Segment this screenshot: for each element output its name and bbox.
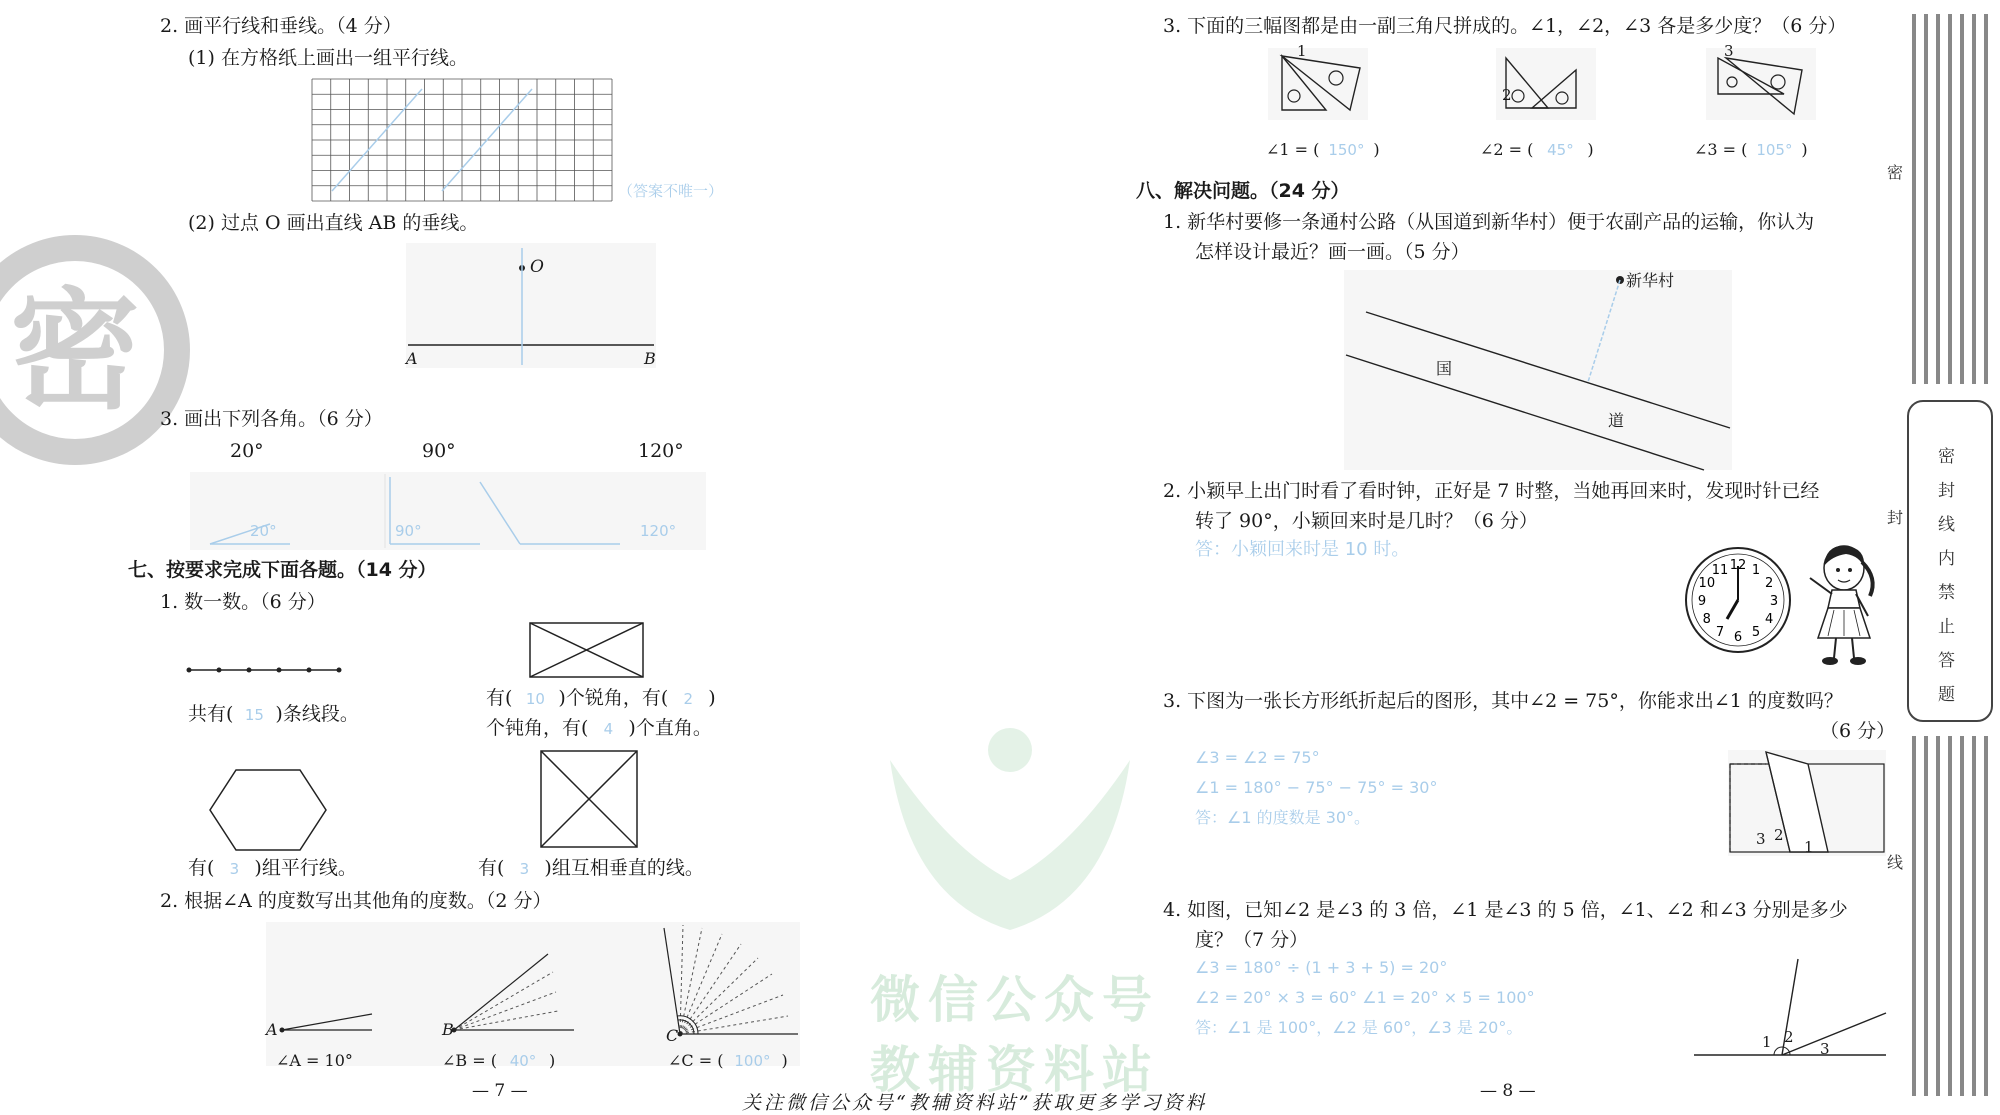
obtuse-answer: 2 <box>683 690 694 708</box>
clock-number: 2 <box>1765 576 1774 591</box>
p3-line1: 3. 下图为一张长方形纸折起后的图形，其中∠2 = 75°，你能求出∠1 的度数吗？ <box>1163 690 1843 712</box>
watermark-logo <box>870 720 1150 950</box>
panel-char-4: 内 <box>1938 549 1955 569</box>
tri-1-answer: 150° <box>1328 141 1365 159</box>
clock-number: 6 <box>1733 630 1743 645</box>
angle-c-label: C <box>666 1026 679 1045</box>
binding-lines-bottom <box>1910 736 1990 1096</box>
page-number-right: — 8 — <box>1480 1081 1536 1101</box>
section-8-title: 八、解决问题。（24 分） <box>1136 180 1350 202</box>
segment-answer: 15 <box>244 706 264 724</box>
tri-1-label: 1 <box>1297 42 1307 60</box>
footer-notice: 关注微信公众号“教辅资料站”获取更多学习资料 <box>742 1092 1208 1114</box>
p1-line1: 1. 新华村要修一条通村公路（从国道到新华村）便于农副产品的运输，你认为 <box>1163 211 1815 233</box>
binding-mark-1: 密 <box>1887 163 1904 182</box>
angle-120-answer: 120° <box>640 522 677 540</box>
point-a-label: A <box>406 349 418 368</box>
clock-number: 4 <box>1765 612 1774 627</box>
angles-abc-figure <box>266 922 800 1066</box>
square-question: 有( 3 )组互相垂直的线。 <box>478 855 704 882</box>
right-angle-answer: 4 <box>603 720 614 738</box>
clock-number: 5 <box>1751 625 1761 641</box>
tri-2-question: ∠2 = ( 45° ) <box>1480 137 1594 163</box>
angle-c-answer: 100° <box>734 1052 771 1070</box>
binding-mark-3: 线 <box>1887 853 1904 872</box>
hexagon-question: 有( 3 )组平行线。 <box>188 855 357 882</box>
page-number-left: — 7 — <box>472 1081 528 1101</box>
angle-label-90: 90° <box>422 440 456 462</box>
tri-3-question: ∠3 = ( 105° ) <box>1694 137 1808 163</box>
angle-b-label: B <box>442 1020 454 1039</box>
clock-number: 7 <box>1715 625 1725 641</box>
p3-line2: （6 分） <box>1820 720 1896 742</box>
square-diagonals-figure <box>540 750 638 848</box>
p4-line1: 4. 如图，已知∠2 是∠3 的 3 倍，∠1 是∠3 的 5 倍，∠1、∠2 和∠3 分别是多少 <box>1163 899 1848 921</box>
tri-3-label: 3 <box>1724 42 1734 60</box>
fold-label-2: 2 <box>1774 826 1784 844</box>
p3-answer-1: ∠3 = ∠2 = 75° <box>1195 748 1320 767</box>
clock-number: 10 <box>1698 576 1716 591</box>
rectangle-diagonals-figure <box>529 622 644 678</box>
panel-char-2: 封 <box>1938 481 1955 501</box>
angle-90-answer: 90° <box>395 522 422 540</box>
clock-number: 12 <box>1729 558 1747 573</box>
clock-number: 9 <box>1697 594 1707 609</box>
p4-answer-3: 答：∠1 是 100°，∠2 是 60°，∠3 是 20°。 <box>1195 1018 1523 1037</box>
acute-answer: 10 <box>525 690 545 708</box>
s7-q1-title: 1. 数一数。（6 分） <box>160 591 326 613</box>
q2-1-text: (1) 在方格纸上画出一组平行线。 <box>188 47 468 69</box>
p4-label-1: 1 <box>1762 1033 1772 1051</box>
segment-question: 共有( 15 )条线段。 <box>188 701 359 728</box>
secret-stamp: 密 <box>0 235 190 465</box>
p2-line1: 2. 小颖早上出门时看了看时钟，正好是 7 时整，当她再回来时，发现时针已经 <box>1163 480 1820 502</box>
grid-answer-note: （答案不唯一） <box>618 182 724 200</box>
square-answer: 3 <box>519 860 530 878</box>
p4-label-2: 2 <box>1784 1028 1794 1046</box>
hexagon-figure <box>208 768 328 852</box>
angle-b-answer: 40° <box>509 1052 537 1070</box>
clock-number: 3 <box>1769 594 1779 609</box>
triangle-set-1 <box>1268 48 1368 120</box>
tri-2-label: 2 <box>1502 86 1512 104</box>
p4-answer-2: ∠2 = 20° × 3 = 60° ∠1 = 20° × 5 = 100° <box>1195 988 1535 1007</box>
point-o-label: O <box>530 257 544 277</box>
tri-3-answer: 105° <box>1756 141 1793 159</box>
p4-answer-1: ∠3 = 180° ÷ (1 + 3 + 5) = 20° <box>1195 958 1448 977</box>
grid-paper <box>312 79 612 201</box>
clock-icon <box>1684 546 1792 654</box>
r-q3-title: 3. 下面的三幅图都是由一副三角尺拼成的。∠1，∠2，∠3 各是多少度？（6 分） <box>1163 15 1847 37</box>
road-map-figure <box>1344 270 1732 470</box>
p3-answer-3: 答：∠1 的度数是 30°。 <box>1195 808 1371 827</box>
rect-question-line1: 有( 10 )个锐角，有( 2 ) <box>486 685 716 712</box>
p2-line2: 转了 90°，小颖回来时是几时？（6 分） <box>1195 510 1538 532</box>
clock-number: 11 <box>1711 562 1729 578</box>
watermark-line2: 教辅资料站 <box>870 1041 1160 1099</box>
binding-mark-2: 封 <box>1887 508 1904 527</box>
fold-label-3: 3 <box>1756 830 1766 848</box>
panel-char-8: 题 <box>1938 685 1955 705</box>
village-label: 新华村 <box>1626 271 1675 290</box>
panel-char-6: 止 <box>1938 617 1955 637</box>
point-b-label: B <box>644 349 656 368</box>
p3-answer-2: ∠1 = 180° − 75° − 75° = 30° <box>1195 778 1438 797</box>
road-label-2: 道 <box>1608 411 1625 430</box>
angle-a-value: ∠A = 10° <box>276 1051 353 1070</box>
p4-label-3: 3 <box>1820 1040 1830 1058</box>
tri-1-question: ∠1 = ( 150° ) <box>1266 137 1380 163</box>
q2-2-text: (2) 过点 O 画出直线 AB 的垂线。 <box>188 212 479 234</box>
triangle-set-3 <box>1706 48 1816 120</box>
watermark-line1: 微信公众号 <box>870 971 1160 1029</box>
p1-line2: 怎样设计最近？画一画。（5 分） <box>1195 241 1470 263</box>
q3-title: 3. 画出下列各角。（6 分） <box>160 408 383 430</box>
panel-char-3: 线 <box>1938 515 1955 535</box>
angle-label-120: 120° <box>638 440 684 462</box>
section-7-title: 七、按要求完成下面各题。（14 分） <box>128 559 437 581</box>
binding-lines-top <box>1910 14 1990 384</box>
panel-char-1: 密 <box>1938 447 1955 467</box>
tri-2-answer: 45° <box>1547 141 1574 159</box>
angle-label-20: 20° <box>230 440 264 462</box>
panel-char-5: 禁 <box>1938 583 1955 603</box>
q2-title: 2. 画平行线和垂线。（4 分） <box>160 15 402 37</box>
angle-20-answer: 20° <box>250 522 277 540</box>
angle-b-question: ∠B = ( 40° ) <box>442 1048 555 1074</box>
fold-label-1: 1 <box>1804 838 1814 856</box>
p4-line2: 度？（7 分） <box>1195 929 1309 951</box>
rect-question-line2: 个钝角，有( 4 )个直角。 <box>486 715 712 742</box>
p2-answer: 答：小颖回来时是 10 时。 <box>1195 539 1410 560</box>
segment-dots <box>186 665 342 675</box>
clock-number: 8 <box>1702 612 1711 627</box>
panel-char-7: 答 <box>1938 651 1955 671</box>
girl-illustration <box>1800 538 1880 668</box>
clock-number: 1 <box>1751 562 1761 578</box>
hexagon-answer: 3 <box>229 860 240 878</box>
angle-c-question: ∠C = ( 100° ) <box>668 1048 788 1074</box>
road-label-1: 国 <box>1436 359 1453 378</box>
s7-q2-title: 2. 根据∠A 的度数写出其他角的度数。（2 分） <box>160 890 552 912</box>
angle-a-label: A <box>266 1020 278 1039</box>
